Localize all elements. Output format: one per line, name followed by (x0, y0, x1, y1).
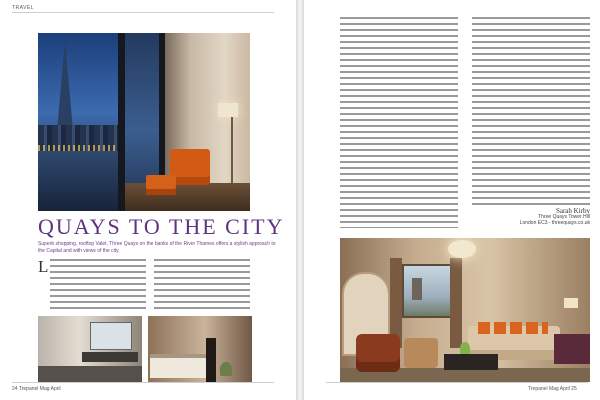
credit-line-1: Three Quays Tower Hill (538, 214, 590, 220)
body-column-1 (50, 258, 146, 312)
body-column-4 (472, 16, 590, 206)
body-column-2 (154, 258, 250, 312)
tower-bridge-view (412, 278, 422, 300)
mirror (90, 322, 132, 350)
sideboard (554, 334, 590, 364)
page-folio-right: Trepanel Mag April 25 (528, 386, 577, 392)
hero-photo-icon (38, 33, 250, 211)
coffee-table (444, 354, 498, 370)
left-page (0, 0, 296, 400)
article-headline: QUAYS TO THE CITY (38, 214, 285, 239)
body-column-3 (340, 16, 458, 228)
table-lamp (564, 298, 578, 308)
footer-rule-right (326, 382, 588, 383)
flower-vase (460, 342, 470, 354)
chandelier (448, 240, 476, 258)
beige-armchair (404, 338, 438, 368)
orange-cushions (478, 322, 548, 334)
red-armchair (356, 334, 400, 372)
running-head: TRAVEL (12, 5, 35, 11)
suite-window (402, 264, 454, 318)
room-floor (125, 183, 250, 211)
footer-rule (12, 382, 274, 383)
orange-footstool (146, 175, 176, 195)
window-frame (118, 33, 125, 211)
plant (220, 362, 232, 376)
bed (150, 354, 206, 378)
bathroom-photo-icon (38, 316, 142, 382)
article-standfirst: Superb shopping, rooftop Valet, Three Quays on the banks of the River Thames offers a stylish approach to the Capital and with views of the city. (38, 241, 276, 254)
credit-line-2: London EC3 - threequays.co.uk (519, 220, 590, 226)
room-divider (206, 338, 216, 382)
suite-photo-icon (340, 238, 590, 382)
bathroom-floor (38, 366, 142, 382)
drop-cap: L (38, 257, 49, 276)
basin-counter (82, 352, 138, 362)
spread-gutter (296, 0, 304, 400)
credit-name: Sarah Kirby (555, 207, 590, 215)
header-rule (12, 12, 274, 13)
page-folio-left: 24 Trepanel Mag April (12, 386, 61, 392)
orange-armchair (170, 149, 210, 185)
curtain-right (450, 258, 462, 348)
river (38, 151, 122, 211)
photo-credit (470, 208, 590, 226)
bedroom-photo-icon (148, 316, 252, 382)
floor-lamp-shade (218, 103, 238, 117)
